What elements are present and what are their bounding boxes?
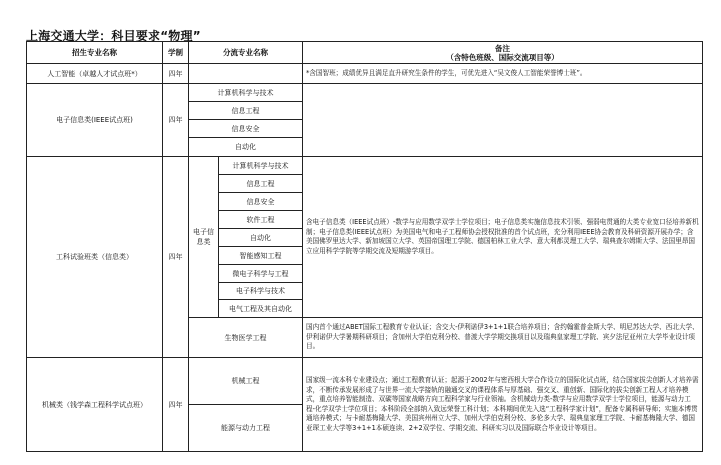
branch-cell: 机械工程 (189, 358, 303, 405)
header-note (303, 42, 703, 64)
branch-cell: 信息工程 (189, 102, 303, 120)
branch-cell: 能源与动力工程 (189, 405, 303, 452)
branch-cell: 电气工程及其自动化 (219, 300, 303, 318)
header-note-title: 备注 (495, 43, 510, 53)
major-cell: 机械类（钱学森工程科学试点班） (27, 358, 163, 452)
branch-cell: 电子科学与技术 (219, 283, 303, 300)
table-header-row (27, 42, 703, 64)
branch-cell: 自动化 (219, 229, 303, 247)
branch-cell: 计算机科学与技术 (219, 157, 303, 175)
years-cell: 四年 (163, 64, 189, 84)
branch-cell: 信息安全 (189, 120, 303, 138)
subject-requirements-table (26, 41, 703, 452)
branch-cell: 计算机科学与技术 (189, 84, 303, 102)
table-row (27, 358, 703, 405)
document-title: 上海交通大学：科目要求“物理” (26, 29, 201, 43)
branch-cell: 信息工程 (219, 175, 303, 193)
header-note-subtitle: （含特色班级、国际交流项目等） (446, 52, 559, 62)
major-cell: 人工智能（卓越人才试点班*） (27, 64, 163, 84)
years-cell: 四年 (163, 84, 189, 157)
branch-cell: 软件工程 (219, 211, 303, 229)
header-branch: 分流专业名称 (189, 42, 303, 64)
note-cell: 国家级一流本科专业建设点；通过工程教育认证；起源于2002年与密西根大学合作设立的国际化试点班，结合国家拔尖创新人才培养需求，不断传承发展形成了与世界一流大学接轨的融通交叉的课程体系与厚基础、强交叉、重创新、国际化的拔尖创新工程人才培养模式，重点培养智能制造、双碳等国家战略方向工程科学家与行业领袖。含机械动力类-数学与应用数学双学士学位项目，能源与动力工程-化学双学士学位项目；本科阶段全部纳入致远荣誉工科计划；本科期间优先入选“工程科学家计划”，配备专属科研导师；实施本博贯通培养模式；与卡耐基梅隆大学、美国宾州州立大学、加州大学伯克利分校、多伦多大学、瑞典皇家理工学院、卡耐基梅隆大学、德国亚琛工业大学等3+1+1本硕连读、2+2双学位、学期交流、科研实习以及国际联合毕业设计等项目。 (303, 358, 703, 452)
branch-cell: 智能感知工程 (219, 247, 303, 265)
major-cell: 工科试验班类（信息类） (27, 157, 163, 358)
branch-cell: 信息安全 (219, 193, 303, 211)
note-cell (303, 84, 703, 157)
branch-cell: 生物医学工程 (189, 318, 303, 358)
note-cell: *含国智班；成绩优异且满足直升研究生条件的学生，可优先进入“吴文俊人工智能荣誉博士班”。 (303, 64, 703, 84)
branch-cell: 微电子科学与工程 (219, 265, 303, 283)
note-cell: 含电子信息类（IEEE试点班）-数学与应用数学双学士学位项目；电子信息类实施信息技术引领、强弱电贯通的大类专业宽口径培养新机制；电子信息类(IEEE试点班）为美国电气和电子工程师协会授权批准的首个试点班，充分利用IEEE协会教育及科研资源开展办学；含美国佛罗里达大学、新加坡国立大学、英国帝国理工学院、德国柏林工业大学、意大利都灵理工大学、瑞典查尔姆斯大学、法国里昂国立应用科学学院等学期交流及短期游学项目。 (303, 157, 703, 318)
major-cell: 电子信息类(IEEE试点班) (27, 84, 163, 157)
branch-cell (189, 64, 303, 84)
table-row (27, 64, 703, 84)
years-cell: 四年 (163, 157, 189, 358)
table-row (27, 84, 703, 102)
header-years: 学制 (163, 42, 189, 64)
years-cell: 四年 (163, 358, 189, 452)
note-cell: 国内首个通过ABET国际工程教育专业认证；含交大-伊利诺伊3+1+1联合培养项目；含约翰霍普金斯大学、明尼苏达大学、西北大学、伊利诺伊大学暑期科研项目；含加州大学伯克利分校、普渡大学学期交换项目以及瑞典皇家理工学院、宾夕法尼亚州立大学毕业设计项目。 (303, 318, 703, 358)
branch-cell: 自动化 (189, 138, 303, 157)
header-major: 招生专业名称 (27, 42, 163, 64)
group-cell: 电子信息类 (189, 157, 219, 318)
table-row (27, 157, 703, 175)
